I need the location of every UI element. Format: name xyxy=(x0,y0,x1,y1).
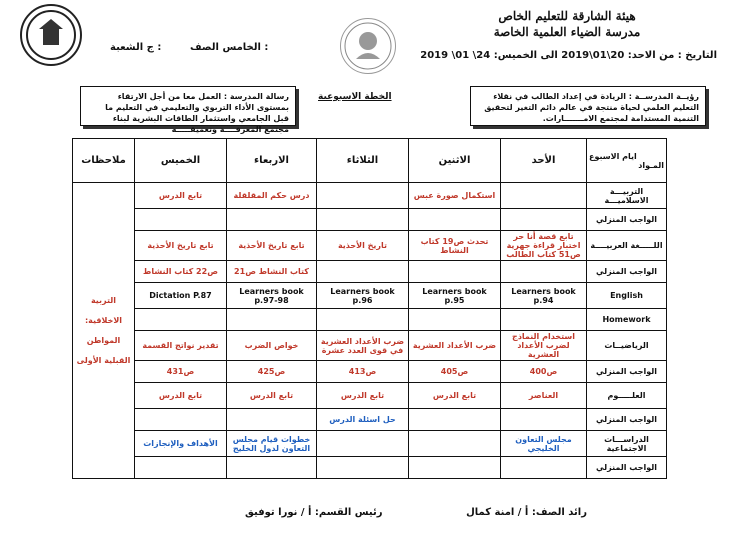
grade-value: الخامس xyxy=(222,42,261,53)
homework-label: الواجب المنزلي xyxy=(587,457,667,479)
lesson-cell: خواص الضرب xyxy=(227,331,317,361)
homework-cell xyxy=(135,309,227,331)
day-header: الأحد xyxy=(501,139,587,183)
homework-cell xyxy=(227,209,317,231)
homework-cell: ص405 xyxy=(409,361,501,383)
lesson-cell xyxy=(317,431,409,457)
homework-cell xyxy=(501,457,587,479)
homework-label: الواجب المنزلي xyxy=(587,361,667,383)
homework-cell xyxy=(409,261,501,283)
section xyxy=(110,42,161,53)
homework-row xyxy=(73,309,667,331)
homework-cell xyxy=(135,209,227,231)
subject-name: العلـــــوم xyxy=(587,383,667,409)
homework-cell xyxy=(135,409,227,431)
subject-row xyxy=(73,283,667,309)
lesson-cell: الأهداف والإنجازات xyxy=(135,431,227,457)
lesson-cell: Dictation P.87 xyxy=(135,283,227,309)
homework-cell xyxy=(317,261,409,283)
notes-header: ملاحظات xyxy=(73,139,135,183)
homework-row xyxy=(73,457,667,479)
lesson-cell: تابع الدرس xyxy=(135,383,227,409)
subject-name: الدراســـات الاجتماعية xyxy=(587,431,667,457)
homework-cell xyxy=(501,261,587,283)
day-header: الاربعاء xyxy=(227,139,317,183)
date-line: التاريخ : من الاحد: 20\01\2019 الى الخميس: 24\ 01\ 2019 xyxy=(420,50,717,61)
day-header: الخميس xyxy=(135,139,227,183)
lesson-cell: تابع تاريخ الأحذية xyxy=(227,231,317,261)
plan-title: الخطة الاسبوعية xyxy=(318,92,392,102)
day-header: الثلاثاء xyxy=(317,139,409,183)
lesson-cell xyxy=(501,183,587,209)
corner-bottom: المـواد xyxy=(638,160,664,170)
leader-name: أ / امنة كمال xyxy=(466,507,529,518)
subject-row xyxy=(73,431,667,457)
subject-row xyxy=(73,231,667,261)
homework-cell: حل اسئلة الدرس xyxy=(317,409,409,431)
weekly-plan-table xyxy=(72,138,667,479)
leader-label: رائد الصف: xyxy=(531,507,587,518)
homework-cell xyxy=(501,309,587,331)
school-name: مدرسة الضياء العلمية الخاصة xyxy=(493,25,641,39)
vision-box xyxy=(470,86,706,126)
homework-cell xyxy=(317,309,409,331)
homework-label: الواجب المنزلي xyxy=(587,409,667,431)
lesson-cell: العناصر xyxy=(501,383,587,409)
homework-cell xyxy=(501,409,587,431)
table-header-row xyxy=(73,139,667,183)
homework-cell: كتاب النشاط ص21 xyxy=(227,261,317,283)
lesson-cell: درس حكم المقلقلة xyxy=(227,183,317,209)
homework-cell: ص22 كتاب النشاط xyxy=(135,261,227,283)
lesson-cell: تابع الدرس xyxy=(227,383,317,409)
corner-cell xyxy=(587,139,667,183)
lesson-cell: تاريخ الأحذية xyxy=(317,231,409,261)
corner-top: ايام الاسبوع xyxy=(589,151,637,161)
lesson-cell: تقدير نواتج القسمة xyxy=(135,331,227,361)
lesson-cell: Learners book p.94 xyxy=(501,283,587,309)
head-name: أ / نورا توفيق xyxy=(245,507,312,518)
mission-text: رسالة المدرسة : العمل معا من أجل الارتقاء بمستوى الأداء التربوي والتعليمي في التعليم ما قبل الجامعي واستثمار الطاقات البشرية لبناء مجتمع المعرفــــة وتعميقـــــه xyxy=(105,92,289,134)
day-header: الاثنين xyxy=(409,139,501,183)
lesson-cell: تابع قصة أنا حر اختبار قراءة جهرية ص51 كتاب الطالب xyxy=(501,231,587,261)
department-head xyxy=(245,507,383,518)
subject-name: اللـــــغة العربيــــة xyxy=(587,231,667,261)
homework-cell xyxy=(409,409,501,431)
subject-name: English xyxy=(587,283,667,309)
homework-cell xyxy=(409,309,501,331)
homework-cell xyxy=(135,457,227,479)
subject-row xyxy=(73,183,667,209)
homework-cell xyxy=(317,209,409,231)
homework-cell: ص413 xyxy=(317,361,409,383)
lesson-cell: ضرب الأعداد العشرية xyxy=(409,331,501,361)
class-leader xyxy=(466,507,587,518)
lesson-cell: Learners book p.95 xyxy=(409,283,501,309)
section-label: الشعبة : xyxy=(110,42,162,53)
homework-row xyxy=(73,261,667,283)
head-label: رئيس القسم: xyxy=(314,507,383,518)
lesson-cell: مجلس التعاون الخليجي xyxy=(501,431,587,457)
homework-cell xyxy=(501,209,587,231)
homework-row xyxy=(73,209,667,231)
section-value: ج xyxy=(146,42,154,53)
subject-name: التربيـــة الاسلاميـــة xyxy=(587,183,667,209)
mission-box xyxy=(80,86,296,134)
homework-label: الواجب المنزلي xyxy=(587,209,667,231)
notes-cell: التربية الاخلاقية: المواطن القبلية الأولى xyxy=(73,183,135,479)
homework-row xyxy=(73,409,667,431)
grade-label: الصف : xyxy=(190,42,269,53)
authority-name: هيئة الشارقة للتعليم الخاص xyxy=(498,9,636,23)
homework-cell xyxy=(317,457,409,479)
homework-cell xyxy=(409,457,501,479)
homework-cell xyxy=(409,209,501,231)
subject-name: الرياضيــات xyxy=(587,331,667,361)
lesson-cell: خطوات قيام مجلس التعاون لدول الخليج xyxy=(227,431,317,457)
lesson-cell: استخدام النماذج لضرب الأعداد العشرية xyxy=(501,331,587,361)
homework-cell xyxy=(227,309,317,331)
lesson-cell: تابع تاريخ الأحذية xyxy=(135,231,227,261)
homework-cell xyxy=(227,409,317,431)
year-logo xyxy=(340,18,396,74)
vision-text: رؤيــة المدرســة : الريادة في إعداد الطالب في نقلاء التعليم العلمي لحياة منتجة في عالم دائم التغير لتحقيق التنمية المستدامة لمجتمع الامـــــــارات. xyxy=(484,92,699,123)
lesson-cell: تحدث ص19 كتاب النشاط xyxy=(409,231,501,261)
lesson-cell: استكمال صورة عبس xyxy=(409,183,501,209)
lesson-cell: Learners book p.97-98 xyxy=(227,283,317,309)
lesson-cell: Learners book p.96 xyxy=(317,283,409,309)
homework-cell xyxy=(227,457,317,479)
lesson-cell: تابع الدرس xyxy=(409,383,501,409)
authority-logo xyxy=(20,4,82,66)
lesson-cell: تابع الدرس xyxy=(135,183,227,209)
lesson-cell xyxy=(409,431,501,457)
grade xyxy=(190,42,268,53)
homework-row xyxy=(73,361,667,383)
lesson-cell: تابع الدرس xyxy=(317,383,409,409)
homework-label: Homework xyxy=(587,309,667,331)
homework-cell: ص431 xyxy=(135,361,227,383)
lesson-cell: ضرب الأعداد العشرية في قوى العدد عشرة xyxy=(317,331,409,361)
header-titles xyxy=(417,8,717,40)
homework-cell: ص400 xyxy=(501,361,587,383)
subject-row xyxy=(73,383,667,409)
homework-label: الواجب المنزلي xyxy=(587,261,667,283)
homework-cell: ص425 xyxy=(227,361,317,383)
lesson-cell xyxy=(317,183,409,209)
subject-row xyxy=(73,331,667,361)
